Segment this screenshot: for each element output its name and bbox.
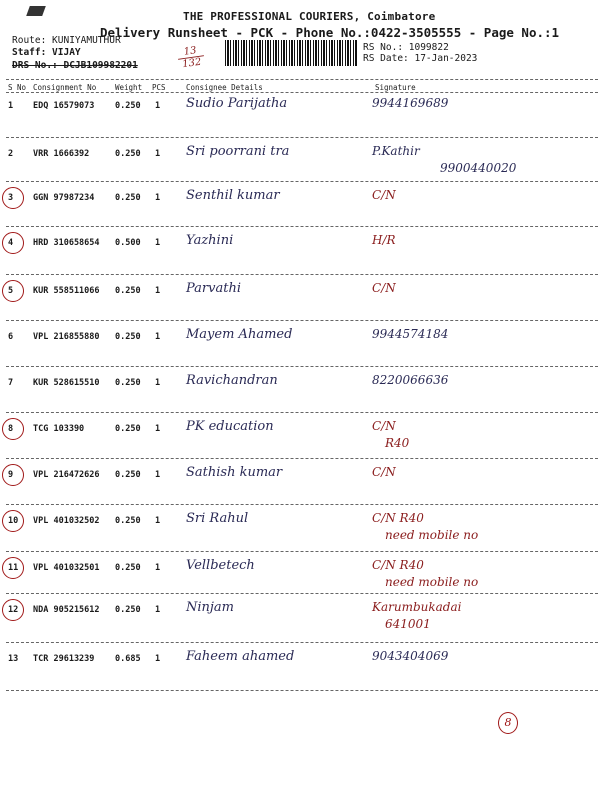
row-weight: 0.500 [115,238,141,248]
row-signature: 9944169689 [372,96,449,110]
row-signature: C/N [372,419,396,433]
row-signature: 9944574184 [372,327,449,341]
row-weight: 0.685 [115,654,141,664]
row-divider [6,320,598,321]
handwritten-page-count [177,44,206,70]
header-divider-top [6,79,598,80]
runsheet-title: Delivery Runsheet - PCK - Phone No.:0422-3505555 - Page No.:1 [100,25,560,40]
row-pieces: 1 [155,605,161,615]
row-pieces: 1 [155,516,161,526]
row-consignee-name: Parvathi [186,281,241,296]
row-signature: 8220066636 [372,373,449,387]
row-weight: 0.250 [115,470,141,480]
row-consignee-name: Yazhini [186,233,234,248]
table-row [0,373,600,388]
header-divider-bottom [6,92,598,93]
table-row [0,188,600,203]
row-signature: C/N [372,281,396,295]
table-row [0,649,600,664]
row-consignee-name: Ninjam [186,600,235,615]
row-consignee-name: Sudio Parijatha [186,96,288,111]
row-pieces: 1 [155,286,161,296]
row-weight: 0.250 [115,332,141,342]
row-weight: 0.250 [115,149,141,159]
col-sno: S No [8,83,27,92]
row-weight: 0.250 [115,605,141,615]
row-consignment-number: VPL 401032502 [33,516,100,526]
row-serial-number: 2 [8,149,14,159]
row-consignment-number: VPL 401032501 [33,563,100,573]
row-consignment-number: EDQ 16579073 [33,101,95,111]
row-serial-number: 4 [8,238,14,248]
row-consignment-number: TCR 29613239 [33,654,95,664]
row-weight: 0.250 [115,193,141,203]
row-signature: C/N [372,188,396,202]
row-consignment-number: KUR 528615510 [33,378,100,388]
table-row [0,511,600,542]
row-serial-number: 8 [8,424,14,434]
barcode [225,40,358,66]
row-consignee-name: Sathish kumar [186,465,283,480]
row-consignee-name: Ravichandran [186,373,278,388]
row-serial-number: 11 [8,563,19,573]
row-serial-number: 6 [8,332,14,342]
row-divider [6,274,598,275]
row-consignment-number: VPL 216472626 [33,470,100,480]
row-signature: H/R [372,233,396,247]
col-signature: Signature [375,83,416,92]
table-row [0,600,600,631]
row-pieces: 1 [155,149,161,159]
row-consignment-number: TCG 103390 [33,424,85,434]
drs-number: DRS No.: DCJB109982201 [12,60,138,71]
row-consignee-name: Vellbetech [186,558,255,573]
row-serial-number: 7 [8,378,14,388]
row-consignment-number: VRR 1666392 [33,149,90,159]
row-signature: P.Kathir [372,144,420,158]
row-consignee-name: Sri Rahul [186,511,249,526]
row-pieces: 1 [155,332,161,342]
row-signature: C/N R40 [372,558,424,572]
row-pieces: 1 [155,378,161,388]
row-divider [6,458,598,459]
row-weight: 0.250 [115,424,141,434]
row-serial-number: 13 [8,654,19,664]
row-divider [6,642,598,643]
table-row [0,465,600,480]
row-divider [6,137,598,138]
row-consignee-name: Sri poorrani tra [186,144,290,159]
row-signature: 9043404069 [372,649,449,663]
row-signature-note: 9900440020 [440,161,517,175]
row-pieces: 1 [155,101,161,111]
row-weight: 0.250 [115,516,141,526]
row-weight: 0.250 [115,286,141,296]
row-serial-number: 1 [8,101,14,111]
row-divider [6,226,598,227]
table-row [0,281,600,296]
row-consignment-number: NDA 905215612 [33,605,100,615]
row-consignee-name: Mayem Ahamed [186,327,293,342]
table-row [0,96,600,111]
row-signature: Karumbukadai [372,600,462,614]
row-consignee-name: PK education [186,419,274,434]
row-consignment-number: GGN 97987234 [33,193,95,203]
route-label: Route: KUNIYAMUTHUR [12,35,121,46]
row-signature-note: 641001 [385,617,431,631]
row-consignee-name: Faheem ahamed [186,649,295,664]
row-serial-number: 5 [8,286,14,296]
row-weight: 0.250 [115,563,141,573]
rs-date: RS Date: 17-Jan-2023 [363,53,478,64]
page-mark: 8 [498,712,518,734]
row-weight: 0.250 [115,378,141,388]
row-divider [6,412,598,413]
row-divider [6,181,598,182]
company-name: THE PROFESSIONAL COURIERS, Coimbatore [183,10,436,23]
rs-number: RS No.: 1099822 [363,42,449,53]
row-consignee-name: Senthil kumar [186,188,280,203]
handwritten-page-top: 13 [183,45,198,58]
row-signature-note: need mobile no [385,528,479,542]
col-weight: Weight [115,83,143,92]
handwritten-page-bottom: 132 [181,56,203,71]
row-divider [6,366,598,367]
row-signature-note: R40 [385,436,410,450]
table-row [0,327,600,342]
row-consignment-number: HRD 310658654 [33,238,100,248]
staff-label: Staff: VIJAY [12,47,81,58]
row-pieces: 1 [155,193,161,203]
row-pieces: 1 [155,470,161,480]
col-consignee: Consignee Details [186,83,263,92]
row-divider [6,690,598,691]
row-pieces: 1 [155,238,161,248]
row-signature: C/N R40 [372,511,424,525]
row-consignment-number: VPL 216855880 [33,332,100,342]
row-consignment-number: KUR 558511066 [33,286,100,296]
row-serial-number: 3 [8,193,14,203]
row-serial-number: 10 [8,516,19,526]
col-consignment: Consignment No [33,83,97,92]
row-weight: 0.250 [115,101,141,111]
row-pieces: 1 [155,654,161,664]
table-row [0,233,600,248]
col-pcs: PCS [152,83,166,92]
table-row [0,144,600,175]
row-signature: C/N [372,465,396,479]
row-divider [6,504,598,505]
scan-corner-mark [26,6,46,16]
row-pieces: 1 [155,424,161,434]
row-divider [6,593,598,594]
table-row [0,419,600,450]
row-serial-number: 9 [8,470,14,480]
row-pieces: 1 [155,563,161,573]
table-row [0,558,600,589]
row-signature-note: need mobile no [385,575,479,589]
row-divider [6,551,598,552]
row-serial-number: 12 [8,605,19,615]
